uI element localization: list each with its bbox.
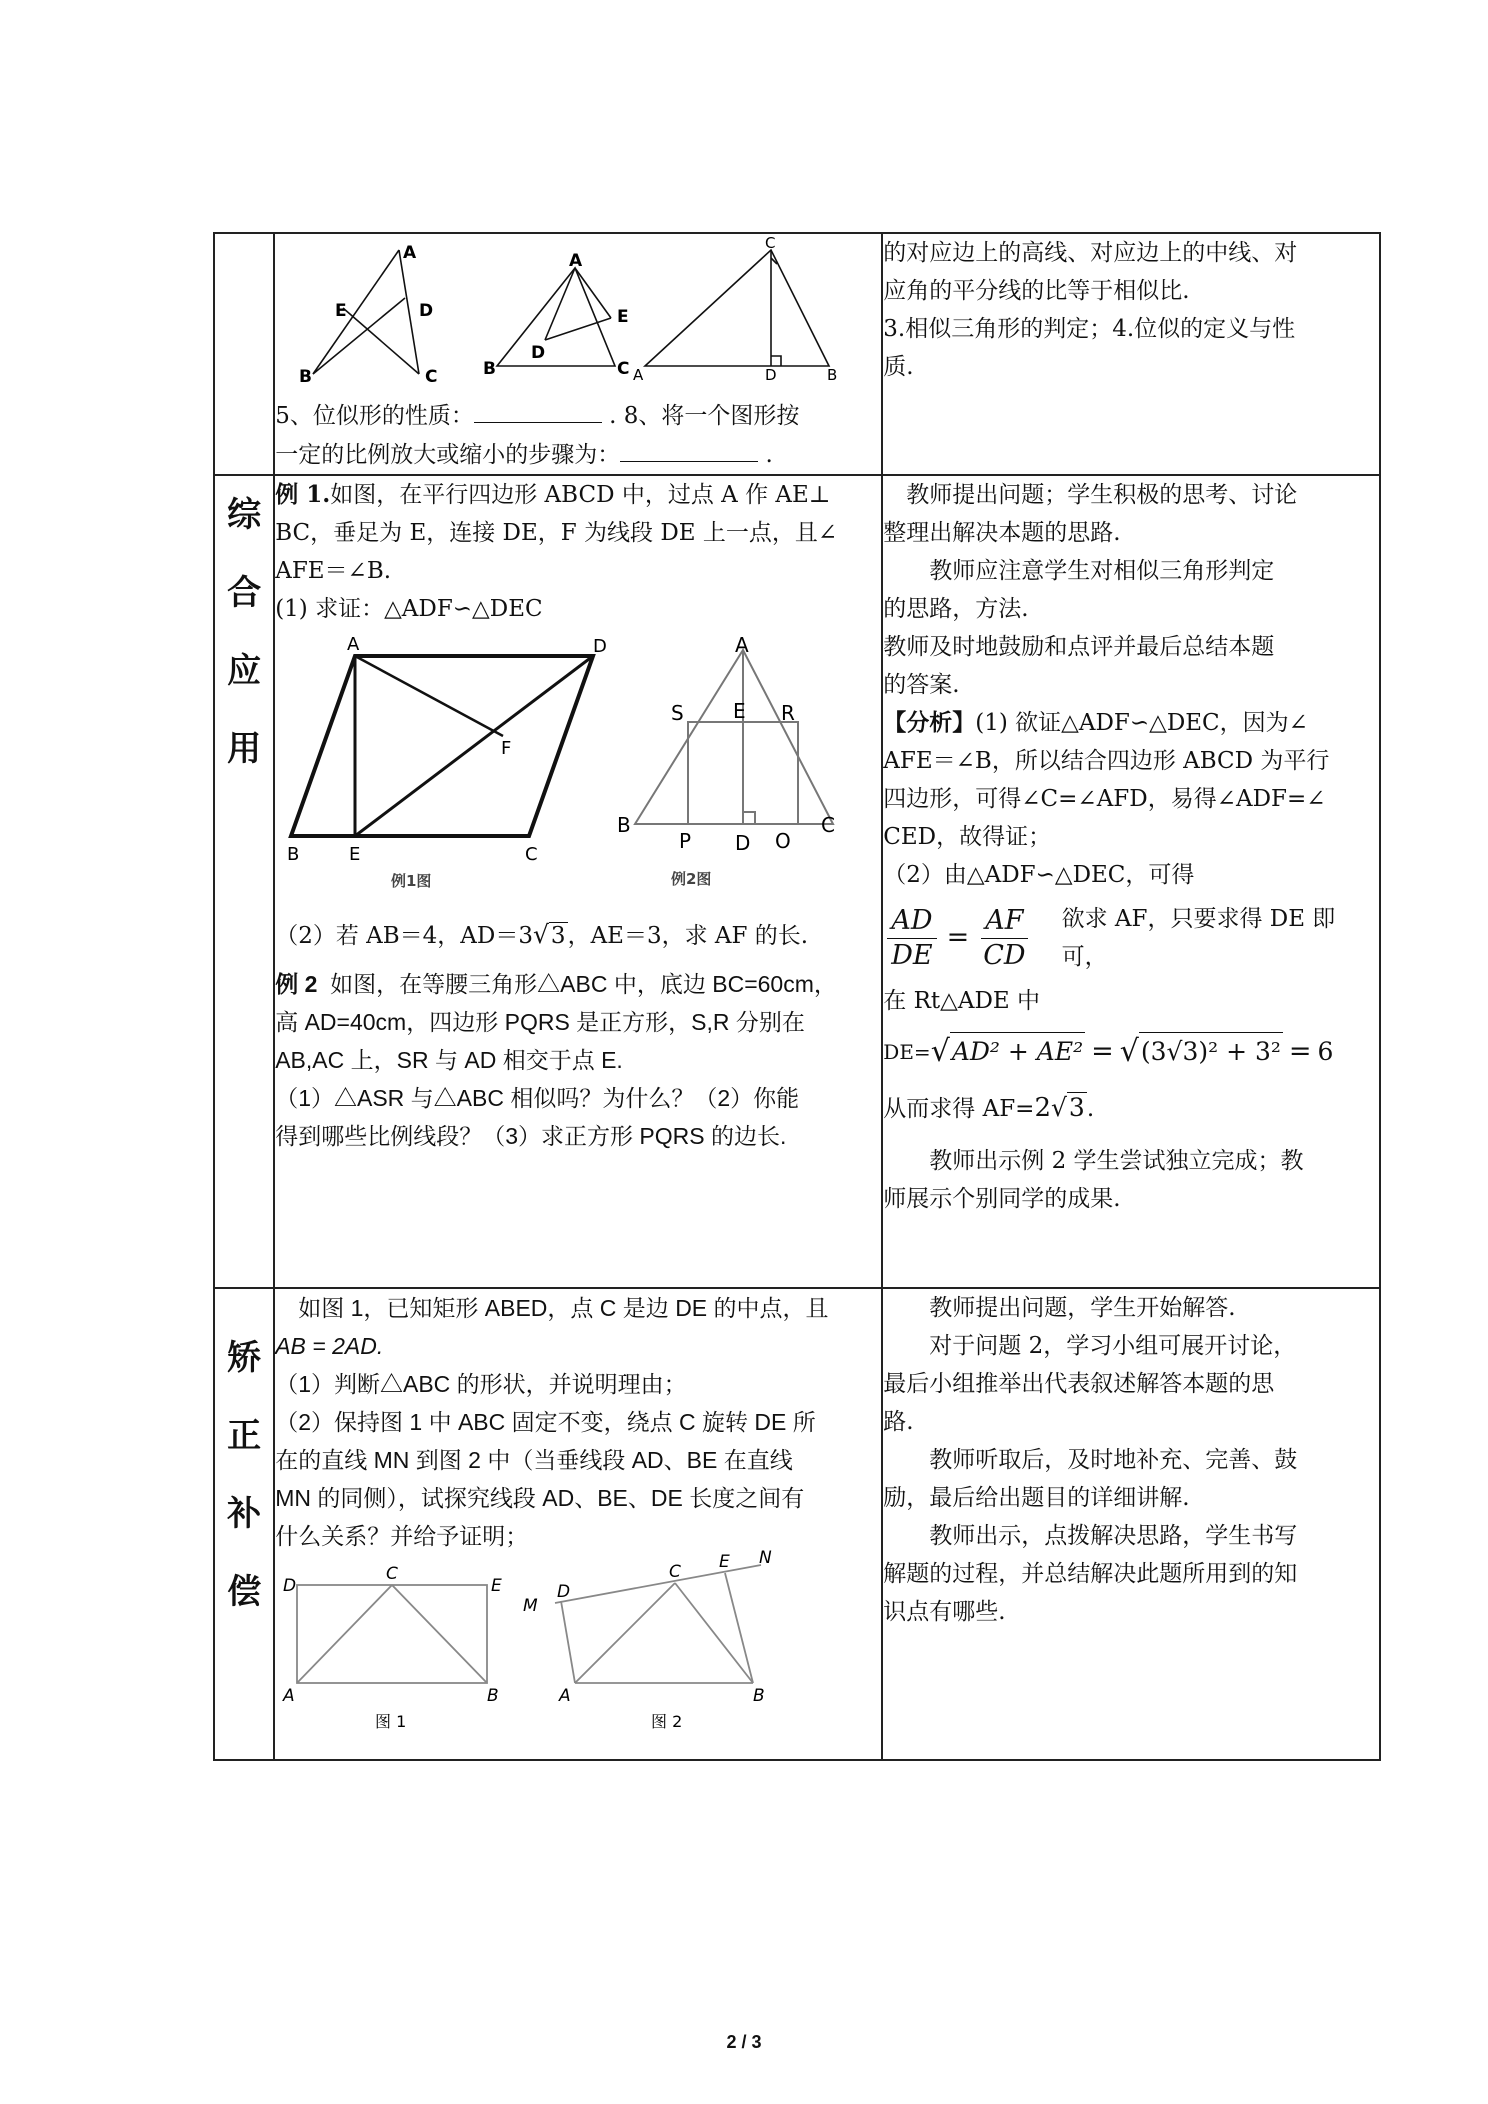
sqrt-radicand: 3 — [1068, 1093, 1085, 1122]
teacher-note: 最后小组推举出代表叙述解答本题的思 — [883, 1371, 1275, 1397]
review-text-line: 质. — [883, 354, 914, 380]
af-coefficient: 2 — [1034, 1093, 1051, 1123]
r2-label-b: B — [753, 1686, 765, 1706]
example-1-figure — [291, 656, 593, 836]
ex2-label-d: D — [735, 831, 751, 855]
fig2-label-e: E — [617, 307, 629, 327]
example-figures — [275, 628, 855, 894]
section-char: 综 — [227, 495, 262, 535]
section-char: 偿 — [227, 1572, 262, 1612]
review-text-line: 的对应边上的高线、对应边上的中线、对 — [883, 240, 1298, 266]
problem-question-2: 什么关系？并给予证明； — [275, 1523, 529, 1549]
teacher-note: 整理出解决本题的思路. — [883, 520, 1121, 546]
fig1-label-a: A — [403, 243, 417, 263]
de-result: 6 — [1317, 1036, 1334, 1066]
ex2-figure-caption: 例2图 — [671, 870, 712, 888]
r2-label-d: D — [557, 1582, 571, 1602]
answer-blank-5 — [474, 396, 602, 423]
teacher-note: 教师应注意学生对相似三角形判定 — [929, 558, 1275, 584]
fig3-label-a: A — [633, 366, 644, 384]
ex1-figure-caption: 例1图 — [391, 872, 432, 890]
section-cell-correction — [214, 1288, 274, 1760]
r2-label-n: N — [759, 1548, 772, 1568]
example-1-question-1: (1) 求证：△ADF∽△DEC — [275, 596, 543, 622]
section-cell-comprehensive — [214, 475, 274, 1288]
ex1-label-e: E — [349, 844, 361, 865]
r1-label-c: C — [386, 1564, 399, 1584]
fraction-denominator: CD — [983, 939, 1026, 971]
fig3-label-d: D — [765, 366, 777, 384]
analysis-text: 欲求 AF，只要求得 DE 即可， — [1061, 906, 1336, 970]
ex2-label-a: A — [735, 633, 749, 657]
figure-2 — [497, 268, 615, 366]
fraction-numerator: AF — [981, 904, 1027, 939]
example-2-line — [275, 965, 881, 1003]
analysis-text: 从而求得 AF= — [883, 1096, 1035, 1122]
af-result-line: 从而求得 AF=2√3. — [883, 1093, 1095, 1123]
example-1-text: 如图，在平行四边形 ABCD 中，过点 A 作 AE⊥ — [330, 482, 831, 508]
question-8-end: . — [765, 442, 773, 468]
sqrt-symbol: √ — [532, 920, 549, 949]
section-char: 应 — [227, 651, 262, 691]
question-2-text: （2）若 AB＝4，AD＝3 — [275, 923, 533, 949]
problem-text: 如图 1，已知矩形 ABED，点 C 是边 DE 的中点，且 — [298, 1295, 829, 1321]
ex1-label-b: B — [287, 844, 300, 865]
question-8-text-cont: 一定的比例放大或缩小的步骤为： — [275, 442, 621, 468]
example-1-question-2 — [275, 916, 881, 955]
fig2-label-a: A — [569, 251, 583, 271]
section-cell-empty — [214, 233, 274, 475]
ex1-label-c: C — [525, 844, 538, 865]
fig3-label-c: C — [765, 234, 776, 252]
triangle-figures — [275, 234, 855, 387]
question-8-text: . 8、将一个图形按 — [609, 403, 800, 429]
table-row — [214, 233, 1380, 475]
sqrt-radicand: (3√3)² + 3² — [1139, 1032, 1283, 1071]
problem-text: AB = 2AD. — [275, 1333, 384, 1359]
ex2-label-p: P — [679, 829, 692, 853]
equals-sign: = — [1091, 1035, 1114, 1067]
teacher-note: 励，最后给出题目的详细讲解. — [883, 1485, 1190, 1511]
fig3-label-b: B — [827, 366, 838, 384]
ex2-label-e: E — [733, 699, 746, 723]
rectangle-figures — [275, 1548, 855, 1739]
analysis-label: 【分析】 — [883, 709, 976, 736]
analysis-text: 四边形，可得∠C=∠AFD，易得∠ADF=∠ — [883, 786, 1326, 812]
teacher-note: 教师及时地鼓励和点评并最后总结本题 — [883, 634, 1275, 660]
steps-question-line — [275, 435, 881, 474]
r1-label-d: D — [283, 1576, 297, 1596]
teacher-note: 教师提出问题；学生积极的思考、讨论 — [906, 482, 1298, 508]
r2-label-e: E — [719, 1552, 730, 1572]
teacher-note: 解题的过程，并总结解决此题所用到的知 — [883, 1561, 1298, 1587]
question-5-text: 5、位似形的性质： — [275, 403, 474, 429]
sqrt-radicand: AD² + AE² — [950, 1032, 1085, 1071]
correction-middle-cell — [274, 1288, 882, 1760]
figure-3 — [645, 250, 829, 366]
section-char: 用 — [227, 729, 262, 769]
example-2-text: AB,AC 上，SR 与 AD 相交于点 E. — [275, 1047, 623, 1073]
teacher-note: 教师听取后，及时地补充、完善、鼓 — [929, 1447, 1298, 1473]
example-2-label: 例 2 — [275, 971, 318, 997]
problem-question-2: （2）保持图 1 中 ABC 固定不变，绕点 C 旋转 DE 所 — [275, 1409, 816, 1435]
fig2-label-b: B — [483, 359, 497, 379]
teacher-note: 识点有哪些. — [883, 1599, 1006, 1625]
sqrt-symbol: √ — [1119, 1033, 1139, 1069]
fraction-ad-de — [887, 904, 936, 973]
answer-blank-8 — [620, 435, 758, 462]
teacher-note: 教师提出问题，学生开始解答. — [929, 1295, 1236, 1321]
r1-label-a: A — [283, 1686, 295, 1706]
section-char: 正 — [227, 1416, 262, 1456]
teacher-note: 教师出示，点拨解决思路，学生书写 — [929, 1523, 1298, 1549]
equals-sign: = — [946, 922, 970, 953]
ex1-label-d: D — [593, 636, 608, 657]
figure-1 — [313, 250, 419, 374]
fig1-label-c: C — [425, 367, 438, 387]
analysis-text: AFE＝∠B，所以结合四边形 ABCD 为平行 — [883, 748, 1330, 774]
r2-label-c: C — [669, 1562, 682, 1582]
ex2-label-s: S — [671, 701, 684, 725]
section-char: 矫 — [227, 1338, 262, 1378]
problem-question-2: 在的直线 MN 到图 2 中（当垂线段 AD、BE 在直线 — [275, 1447, 793, 1473]
fraction-af-cd — [979, 904, 1029, 973]
section-char: 补 — [227, 1494, 262, 1534]
analysis-text: (1) 欲证△ADF∽△DEC，因为∠ — [975, 710, 1308, 736]
table-row — [214, 475, 1380, 1288]
fig1-label-e: E — [335, 301, 347, 321]
problem-question-1: （1）判断△ABC 的形状，并说明理由； — [275, 1371, 687, 1397]
r1-caption: 图 1 — [375, 1712, 407, 1731]
fraction-numerator: AD — [887, 904, 936, 939]
ex1-label-f: F — [501, 738, 512, 759]
r2-caption: 图 2 — [651, 1712, 683, 1731]
de-equation — [883, 1032, 1379, 1071]
example-1-label: 例 1. — [275, 481, 331, 508]
fraction-denominator: DE — [891, 939, 933, 971]
ex1-label-a: A — [347, 634, 360, 655]
analysis-text: （2）由△ADF∽△DEC，可得 — [883, 862, 1195, 888]
example-2-questions: 得到哪些比例线段？（3）求正方形 PQRS 的边长. — [275, 1123, 787, 1149]
example-2-questions: （1）△ASR 与△ABC 相似吗？为什么？（2）你能 — [275, 1085, 800, 1111]
review-right-cell — [882, 233, 1380, 475]
sqrt-radicand: 3 — [550, 923, 566, 949]
sqrt-symbol: √ — [1050, 1093, 1067, 1122]
section-title-comprehensive — [215, 476, 273, 788]
examples-middle-cell — [274, 475, 882, 1288]
example-2-text: 高 AD=40cm，四边形 PQRS 是正方形，S,R 分别在 — [275, 1009, 805, 1035]
analysis-text: 在 Rt△ADE 中 — [883, 988, 1040, 1014]
rect-figure-1 — [297, 1585, 487, 1683]
fig1-label-d: D — [419, 301, 434, 321]
r1-label-e: E — [491, 1576, 502, 1596]
page-number: 2 / 3 — [726, 2032, 762, 2052]
section-char: 合 — [227, 573, 262, 613]
teacher-note: 教师出示例 2 学生尝试独立完成；教 — [929, 1148, 1304, 1174]
example-1-text: AFE＝∠B. — [275, 558, 392, 584]
example-2-text: 如图，在等腰三角形△ABC 中，底边 BC=60cm， — [330, 971, 837, 997]
ex2-label-r: R — [781, 701, 796, 725]
section-title-correction — [215, 1289, 273, 1631]
example-1-text: BC，垂足为 E，连接 DE，F 为线段 DE 上一点，且∠ — [275, 520, 838, 546]
table-row — [214, 1288, 1380, 1760]
correction-right-cell — [882, 1288, 1380, 1760]
problem-question-2: MN 的同侧），试探究线段 AD、BE、DE 长度之间有 — [275, 1485, 805, 1511]
teacher-note: 师展示个别同学的成果. — [883, 1186, 1121, 1212]
question-2-text: ，AE＝3，求 AF 的长. — [567, 923, 809, 949]
fig2-label-c: C — [617, 359, 630, 379]
ex2-label-b: B — [617, 813, 631, 837]
analysis-line — [883, 704, 1379, 742]
lesson-table — [213, 232, 1381, 1761]
review-text-line: 应角的平分线的比等于相似比. — [883, 278, 1190, 304]
sqrt-symbol: √ — [930, 1033, 950, 1069]
example-1-line — [275, 476, 881, 514]
examples-right-cell — [882, 475, 1380, 1288]
analysis-text: CED，故得证； — [883, 824, 1052, 850]
r2-label-a: A — [559, 1686, 571, 1706]
fig1-label-b: B — [299, 367, 313, 387]
equals-sign: = — [1288, 1035, 1312, 1067]
review-text-line: 3.相似三角形的判定；4.位似的定义与性 — [883, 316, 1296, 342]
r1-label-b: B — [487, 1686, 499, 1706]
teacher-note: 的思路，方法. — [883, 596, 1029, 622]
ratio-equation — [883, 900, 1379, 976]
review-middle-cell — [274, 233, 882, 475]
de-prefix: DE= — [883, 1039, 931, 1064]
ex2-label-c: C — [821, 813, 836, 837]
property-question-line — [275, 396, 881, 435]
example-2-figure — [635, 650, 833, 824]
r2-label-m: M — [523, 1596, 538, 1616]
teacher-note: 路. — [883, 1409, 914, 1435]
rect-figure-2 — [555, 1565, 761, 1683]
fig2-label-d: D — [531, 343, 546, 363]
teacher-note: 对于问题 2，学习小组可展开讨论， — [929, 1333, 1297, 1359]
ex2-label-o: O — [775, 829, 791, 853]
teacher-note: 的答案. — [883, 672, 960, 698]
